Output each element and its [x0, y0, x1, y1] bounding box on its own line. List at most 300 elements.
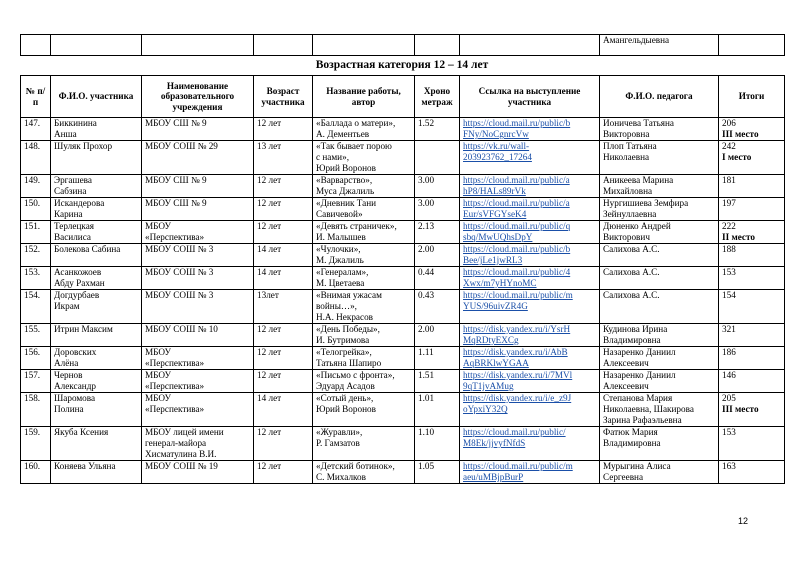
teacher-cell	[600, 427, 719, 461]
name-cell	[51, 370, 142, 393]
name-cell	[51, 461, 142, 484]
cell-line: 1.52	[418, 118, 435, 128]
cell-line: Дюненко Андрей	[603, 221, 671, 231]
name-cell	[51, 267, 142, 290]
school-cell	[142, 118, 254, 141]
link-cell[interactable]	[460, 324, 600, 347]
cell-line: М. Джалиль	[316, 255, 364, 265]
link-cell[interactable]	[460, 290, 600, 324]
table-row	[21, 244, 785, 267]
school-cell	[142, 347, 254, 370]
cell-line: «Баллада о матери»,	[316, 118, 396, 128]
cell-line: «Письмо с фронта»,	[316, 370, 395, 380]
cell-line: «День Победы»,	[316, 324, 380, 334]
work-cell	[313, 267, 415, 290]
teacher-cell	[600, 198, 719, 221]
link-cell[interactable]	[460, 221, 600, 244]
link-text[interactable]: https://cloud.mail.ru/public/m	[463, 290, 573, 300]
num-cell	[21, 267, 51, 290]
cell-line: И. Бутримова	[316, 335, 370, 345]
cell-line: 222	[722, 221, 736, 231]
cell-line: 3.00	[418, 175, 435, 185]
name-cell	[51, 198, 142, 221]
cell-line: «Журавли»,	[316, 427, 363, 437]
cell-line: Александр	[54, 381, 96, 391]
school-cell	[142, 393, 254, 427]
link-cell[interactable]	[460, 370, 600, 393]
name-cell	[51, 244, 142, 267]
cell-line: МБОУ	[145, 347, 172, 357]
num-cell	[21, 118, 51, 141]
cell-line: 206	[722, 118, 736, 128]
age-cell	[254, 244, 313, 267]
link-cell[interactable]	[460, 198, 600, 221]
cell-line: 12 лет	[257, 118, 282, 128]
cell-line: 181	[722, 175, 736, 185]
cell-line: 149.	[24, 175, 41, 185]
cell-line: 1.10	[418, 427, 435, 437]
cell-line: 12 лет	[257, 324, 282, 334]
link-text[interactable]: https://disk.yandex.ru/i/7MVl	[463, 370, 573, 380]
cell-line: 321	[722, 324, 736, 334]
cell-line: 146	[722, 370, 736, 380]
work-cell	[313, 370, 415, 393]
cell-line: Сергеевна	[603, 472, 644, 482]
cell-line: Назаренко Даниил	[603, 370, 676, 380]
cell-line: Терлецкая	[54, 221, 95, 231]
cell-line: «Перспектива»	[145, 358, 205, 368]
cell-line: «Девять страничек»,	[316, 221, 397, 231]
num-cell	[21, 427, 51, 461]
result-cell	[719, 267, 785, 290]
teacher-cell	[600, 221, 719, 244]
cell-line: 153.	[24, 267, 41, 277]
table-row	[21, 324, 785, 347]
teacher-cell	[600, 244, 719, 267]
time-cell	[415, 393, 460, 427]
cell-line: МБОУ СОШ № 10	[145, 324, 218, 334]
table-row	[21, 141, 785, 175]
cell-line: Якуба Ксения	[54, 427, 109, 437]
cell-line: 2.00	[418, 324, 435, 334]
cell-line: «Так бывает порою	[316, 141, 392, 151]
cell-line: Салихова А.С.	[603, 267, 660, 277]
cell-line: 157.	[24, 370, 41, 380]
cell-line: Биккинина	[54, 118, 97, 128]
work-cell	[313, 461, 415, 484]
cell-line: 153	[722, 427, 736, 437]
link-text[interactable]: Eur/sVFGYseK4	[463, 209, 527, 219]
cell-line: 14 лет	[257, 267, 282, 277]
cell-line: 150.	[24, 198, 41, 208]
cell-line: 163	[722, 461, 736, 471]
cell-line: Зарина Рафаэльевна	[603, 415, 682, 425]
header-link: Ссылка на выступление участника	[460, 76, 600, 118]
age-cell	[254, 427, 313, 461]
num-cell	[21, 221, 51, 244]
cell-line: 1.11	[418, 347, 434, 357]
cell-line: 14 лет	[257, 244, 282, 254]
time-cell	[415, 141, 460, 175]
cell-line: Абду Рахман	[54, 278, 105, 288]
cell-line: Мурыгина Алиса	[603, 461, 671, 471]
cell-line: Аникеева Марина	[603, 175, 674, 185]
cell-line: Степанова Мария	[603, 393, 673, 403]
cell-line: Зейнуллаевна	[603, 209, 657, 219]
cell-line: «Чулочки»,	[316, 244, 361, 254]
cell-line: 156.	[24, 347, 41, 357]
teacher-cell	[600, 141, 719, 175]
cell-line: А. Дементьев	[316, 129, 370, 139]
school-cell	[142, 267, 254, 290]
cell-line: МБОУ СОШ № 3	[145, 244, 214, 254]
header-result: Итоги	[719, 76, 785, 118]
cell-line: Искандерова	[54, 198, 105, 208]
num-cell	[21, 324, 51, 347]
num-cell	[21, 393, 51, 427]
cell-line: «Варварство»,	[316, 175, 373, 185]
cell-line: «Генералам»,	[316, 267, 369, 277]
cell-line: 2.13	[418, 221, 435, 231]
cell-line: 242	[722, 141, 736, 151]
link-text[interactable]: MqRDtyEXCg	[463, 335, 519, 345]
cell-line: 14 лет	[257, 393, 282, 403]
cell-line: Владимировна	[603, 438, 661, 448]
work-cell	[313, 118, 415, 141]
link-text[interactable]: https://cloud.mail.ru/public/q	[463, 221, 571, 231]
result-cell	[719, 370, 785, 393]
result-cell	[719, 427, 785, 461]
cell-line: Салихова А.С.	[603, 290, 660, 300]
top-continuation-table	[20, 34, 785, 56]
teacher-cell	[600, 461, 719, 484]
cell-line: Владимировна	[603, 335, 661, 345]
cell-line: Викторович	[603, 232, 650, 242]
cell-line: Юрий Воронов	[316, 404, 376, 414]
name-cell	[51, 175, 142, 198]
result-cell	[719, 290, 785, 324]
cell-line: 158.	[24, 393, 41, 403]
time-cell	[415, 324, 460, 347]
cell-line: Юрий Воронов	[316, 163, 376, 173]
cell-line: III место	[722, 129, 759, 139]
teacher-cell	[600, 267, 719, 290]
time-cell	[415, 290, 460, 324]
cell-line: Фатюк Мария	[603, 427, 658, 437]
work-cell	[313, 290, 415, 324]
school-cell	[142, 198, 254, 221]
num-cell	[21, 370, 51, 393]
result-cell	[719, 324, 785, 347]
link-cell[interactable]	[460, 461, 600, 484]
cell-line: Анша	[54, 129, 77, 139]
cell-line: с нами»,	[316, 152, 349, 162]
cell-line: Алексеевич	[603, 381, 649, 391]
num-cell	[21, 347, 51, 370]
cell-line: «Сотый день»,	[316, 393, 374, 403]
cell-line: 153	[722, 267, 736, 277]
cell-line: 2.00	[418, 244, 435, 254]
num-cell	[21, 244, 51, 267]
cell-line: Викторовна	[603, 129, 650, 139]
cell-line: 154	[722, 290, 736, 300]
school-cell	[142, 244, 254, 267]
table-row	[21, 290, 785, 324]
age-cell	[254, 290, 313, 324]
cell-line: Икрам	[54, 301, 80, 311]
link-text[interactable]: https://disk.yandex.ru/i/YsrH	[463, 324, 571, 334]
school-cell	[142, 141, 254, 175]
age-cell	[254, 175, 313, 198]
link-text[interactable]: M8Ek/jjvyfNfdS	[463, 438, 526, 448]
cell-line: Коняева Ульяна	[54, 461, 116, 471]
cell-line: «Перспектива»	[145, 232, 205, 242]
cell-line: Чернов	[54, 370, 83, 380]
cell-line: МБОУ СШ № 9	[145, 118, 207, 128]
teacher-cell	[600, 393, 719, 427]
table-row	[21, 35, 785, 56]
link-cell[interactable]	[460, 347, 600, 370]
cell-line: Итрин Максим	[54, 324, 113, 334]
num-cell	[21, 198, 51, 221]
cell-line: 13 лет	[257, 141, 282, 151]
cell-line: МБОУ	[145, 370, 172, 380]
cell-line: Полина	[54, 404, 84, 414]
cell-line: М. Цветаева	[316, 278, 365, 288]
cell-line: Асанкожоев	[54, 267, 102, 277]
name-cell	[51, 118, 142, 141]
school-cell	[142, 290, 254, 324]
teacher-cell	[600, 370, 719, 393]
age-cell	[254, 141, 313, 175]
age-cell	[254, 198, 313, 221]
time-cell	[415, 118, 460, 141]
cell-line: МБОУ	[145, 393, 172, 403]
link-cell[interactable]	[460, 427, 600, 461]
cell-line: МБОУ СШ № 9	[145, 175, 207, 185]
cell-line: 148.	[24, 141, 41, 151]
table-row	[21, 427, 785, 461]
time-cell	[415, 198, 460, 221]
cell-line: 12 лет	[257, 198, 282, 208]
cell-line: 188	[722, 244, 736, 254]
link-text[interactable]: FNy/NoCgnrcVw	[463, 129, 529, 139]
link-text[interactable]: https://cloud.mail.ru/public/a	[463, 175, 570, 185]
name-cell	[51, 141, 142, 175]
link-text[interactable]: sbq/MwUQhsDpY	[463, 232, 533, 242]
cell-line: Муса Джалиль	[316, 186, 375, 196]
work-cell	[313, 347, 415, 370]
page-number: 12	[737, 516, 748, 526]
name-cell	[51, 221, 142, 244]
link-text[interactable]: https://cloud.mail.ru/public/b	[463, 244, 571, 254]
num-cell	[21, 290, 51, 324]
school-cell	[142, 175, 254, 198]
cell-line: 159.	[24, 427, 41, 437]
time-cell	[415, 175, 460, 198]
cell-line: Р. Гамзатов	[316, 438, 360, 448]
cell-line: 151.	[24, 221, 41, 231]
cell-line: МБОУ СОШ № 19	[145, 461, 218, 471]
header-age: Возраст участника	[254, 76, 313, 118]
age-cell	[254, 347, 313, 370]
cell-line: Ионичева Татьяна	[603, 118, 675, 128]
cell-line: III место	[722, 404, 759, 414]
school-cell	[142, 427, 254, 461]
cell-line: С. Михалков	[316, 472, 366, 482]
link-text[interactable]: 203923762_17264	[463, 152, 532, 162]
cell-line: 155.	[24, 324, 41, 334]
link-text[interactable]: AqBRKlwYGAA	[463, 358, 529, 368]
link-cell[interactable]	[460, 118, 600, 141]
cell-line: 12 лет	[257, 427, 282, 437]
cell-line: МБОУ СОШ № 3	[145, 267, 214, 277]
link-text[interactable]: oYpxiY32Q	[463, 404, 508, 414]
cell-line: «Перспектива»	[145, 381, 205, 391]
work-cell	[313, 244, 415, 267]
result-cell	[719, 198, 785, 221]
category-title: Возрастная категория 12 – 14 лет	[315, 59, 489, 71]
cell-line: генерал-майора	[145, 438, 207, 448]
table-row	[21, 461, 785, 484]
link-text[interactable]: Bee/jLe1jwRL3	[463, 255, 523, 265]
school-cell	[142, 461, 254, 484]
link-text[interactable]: https://vk.ru/wall-	[463, 141, 530, 151]
link-text[interactable]: https://disk.yandex.ru/i/AbB	[463, 347, 568, 357]
table-row	[21, 393, 785, 427]
result-cell	[719, 141, 785, 175]
link-cell[interactable]	[460, 267, 600, 290]
time-cell	[415, 347, 460, 370]
cell-line: 197	[722, 198, 736, 208]
cell-line: 186	[722, 347, 736, 357]
cell-line: «Дневник Тани	[316, 198, 377, 208]
cell-line: Эргашева	[54, 175, 92, 185]
result-cell	[719, 244, 785, 267]
cell-line: 12 лет	[257, 347, 282, 357]
link-cell[interactable]	[460, 393, 600, 427]
school-cell	[142, 370, 254, 393]
cell-line: Василиса	[54, 232, 91, 242]
cell-line: Салихова А.С.	[603, 244, 660, 254]
cell-line: 1.01	[418, 393, 435, 403]
table-row	[21, 221, 785, 244]
cell-line: Назаренко Даниил	[603, 347, 676, 357]
work-cell	[313, 324, 415, 347]
results-table	[20, 75, 785, 484]
cell-line: Н.А. Некрасов	[316, 312, 374, 322]
time-cell	[415, 427, 460, 461]
cell-line: «Перспектива»	[145, 404, 205, 414]
header-row	[21, 76, 785, 118]
cell-line: «Детский ботинок»,	[316, 461, 395, 471]
cell-line: МБОУ СОШ № 3	[145, 290, 214, 300]
time-cell	[415, 461, 460, 484]
table-row	[21, 175, 785, 198]
cell-line: Николаевна, Шакирова	[603, 404, 694, 414]
link-text[interactable]: https://cloud.mail.ru/public/b	[463, 118, 571, 128]
age-cell	[254, 370, 313, 393]
header-school: Наименование образовательного учреждения	[142, 76, 254, 118]
cell-line: Шуляк Прохор	[54, 141, 113, 151]
cell-line: Николаевна	[603, 152, 650, 162]
cell-line: Плоп Татьяна	[603, 141, 657, 151]
link-text[interactable]: YUS/96uivZR4G	[463, 301, 528, 311]
cell-line: II место	[722, 232, 755, 242]
teacher-cell	[600, 347, 719, 370]
cell-line: МБОУ СОШ № 29	[145, 141, 218, 151]
age-cell	[254, 393, 313, 427]
cell-line: 12 лет	[257, 175, 282, 185]
time-cell	[415, 370, 460, 393]
link-text[interactable]: 9qT1jvAMug	[463, 381, 514, 391]
link-text[interactable]: aeu/uMBjpBurP	[463, 472, 524, 482]
link-text[interactable]: hP8/HALs89rVk	[463, 186, 526, 196]
link-cell[interactable]	[460, 244, 600, 267]
header-work: Название работы, автор	[313, 76, 415, 118]
school-cell	[142, 221, 254, 244]
teacher-cell	[600, 324, 719, 347]
age-cell	[254, 324, 313, 347]
cell-line: Шаромова	[54, 393, 96, 403]
school-cell	[142, 324, 254, 347]
link-cell[interactable]	[460, 141, 600, 175]
link-text[interactable]: https://disk.yandex.ru/i/e_z9J	[463, 393, 572, 403]
link-text[interactable]: https://cloud.mail.ru/public/m	[463, 461, 573, 471]
cell-line: И. Малышев	[316, 232, 366, 242]
link-text[interactable]: https://cloud.mail.ru/public/a	[463, 198, 570, 208]
teacher-cell	[600, 175, 719, 198]
result-cell	[719, 221, 785, 244]
link-cell[interactable]	[460, 175, 600, 198]
cell-line: Савичевой»	[316, 209, 363, 219]
cell-line: 3.00	[418, 198, 435, 208]
document-page	[20, 34, 784, 484]
link-text[interactable]: https://cloud.mail.ru/public/4	[463, 267, 571, 277]
cell-line: Болекова Сабина	[54, 244, 121, 254]
num-cell	[21, 461, 51, 484]
cell-line: 0.44	[418, 267, 435, 277]
cell-line: 1.51	[418, 370, 435, 380]
name-cell	[51, 347, 142, 370]
result-cell	[719, 393, 785, 427]
cell-line: 147.	[24, 118, 41, 128]
cell-line: 0.43	[418, 290, 435, 300]
name-cell	[51, 427, 142, 461]
link-text[interactable]: https://cloud.mail.ru/public/	[463, 427, 566, 437]
time-cell	[415, 244, 460, 267]
cell-line: 205	[722, 393, 736, 403]
cell-line: Алёна	[54, 358, 79, 368]
link-text[interactable]: Xwx/m7yHYnoMC	[463, 278, 537, 288]
cell-line: МБОУ	[145, 221, 172, 231]
num-cell	[21, 175, 51, 198]
cell-line: I место	[722, 152, 752, 162]
table-row	[21, 370, 785, 393]
num-cell	[21, 141, 51, 175]
cell-line: 12 лет	[257, 221, 282, 231]
table-row	[21, 198, 785, 221]
cell-line: Хисматулина В.И.	[145, 449, 217, 459]
cell-line: Михайловна	[603, 186, 653, 196]
header-teacher: Ф.И.О. педагога	[600, 76, 719, 118]
teacher-cell: Амангельдыевна	[600, 35, 719, 56]
cell-line: Доровских	[54, 347, 97, 357]
work-cell	[313, 141, 415, 175]
age-cell	[254, 118, 313, 141]
work-cell	[313, 198, 415, 221]
cell-line: 154.	[24, 290, 41, 300]
